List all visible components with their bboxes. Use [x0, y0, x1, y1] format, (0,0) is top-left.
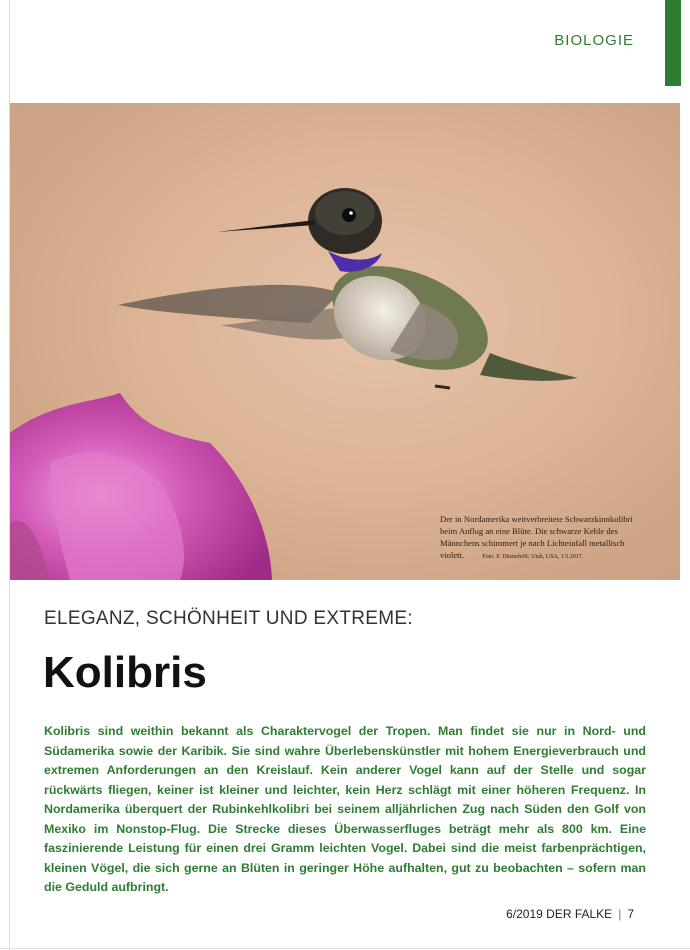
flower-blossom: [10, 393, 272, 580]
page-number: 7: [627, 907, 634, 921]
hummingbird-photo: [10, 103, 680, 580]
section-label: BIOLOGIE: [554, 32, 634, 49]
article-kicker: ELEGANZ, SCHÖNHEIT UND EXTREME:: [44, 608, 413, 629]
magazine-name: DER FALKE: [546, 907, 613, 921]
section-color-tab: [665, 0, 681, 86]
hummingbird-illustration: [10, 103, 680, 580]
article-intro: Kolibris sind weithin bekannt als Charaktervogel der Tropen. Man findet sie nur in Nord- und Südamerika sowie der Karibik. Sie sind wahre Überlebenskünstler mit hohem Energieverbrauch und extremen Anforderungen an den Kreislauf. Kein anderer Vogel kann auf der Stelle und sogar rückwärts fliegen, keiner ist kleiner und leichter, kein Herz schlägt mit einer höheren Frequenz. In Nordamerika überquert der Rubinkehlkolibri bei seinem alljährlichen Zug nach Süden den Golf von Mexiko im Nonstop-Flug. Die Strecke dieses Überwasserfluges beträgt mehr als 800 km. Eine faszinierende Leistung für einen drei Gramm leichten Vogel. Dabei sind die meist farbenprächtigen, kleinen Vögel, die sich gerne an Blüten in geringer Höhe aufhalten, gut zu beobachten – sofern man die Geduld aufbringt.: [44, 724, 646, 894]
article-title: Kolibris: [43, 648, 207, 697]
page-bottom-line: [0, 948, 690, 949]
issue-number: 6/2019: [506, 907, 543, 921]
caption-text: Der in Nordamerika weitverbreitete Schwarzkinnkolibri beim Anflug an eine Blüte. Die schwarze Kehle des Männchens schimmert je nach Lichteinfall metallisch violett.: [440, 514, 633, 560]
footer-separator: |: [618, 907, 622, 921]
photo-credit: Foto: F. Düsterhöft; Utah, USA, 1.5.2017.: [482, 554, 584, 560]
page-footer: [506, 907, 634, 921]
photo-caption: [440, 513, 650, 563]
